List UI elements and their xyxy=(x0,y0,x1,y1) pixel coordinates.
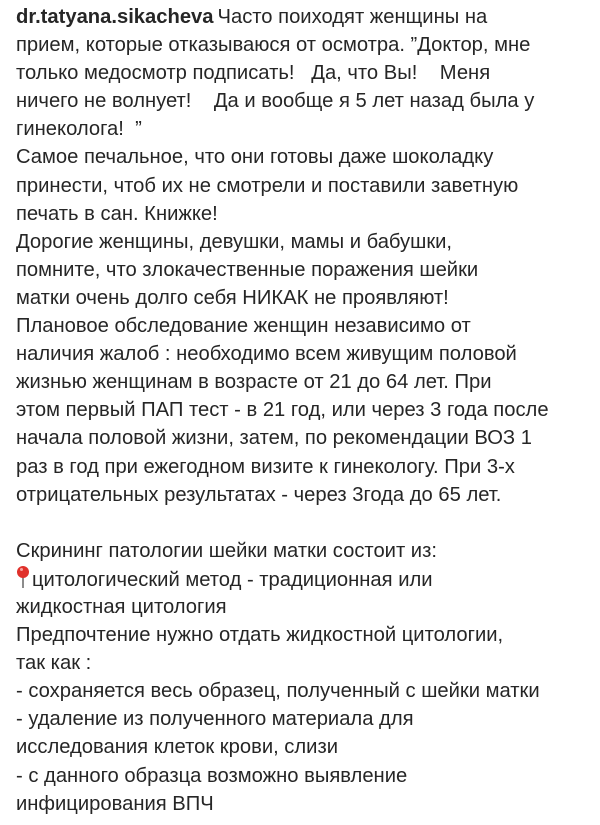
caption-line-28: - с данного образца возможно выявление xyxy=(16,764,408,787)
round-pushpin-icon xyxy=(16,565,30,589)
caption-line-9: Дорогие женщины, девушки, мамы и бабушки, xyxy=(16,230,453,253)
caption-line-12: Плановое обследование женщин независимо от xyxy=(16,315,471,338)
caption-line-21 xyxy=(16,565,596,593)
caption-line-17: раз в год при ежегодном визите к гинекологу. При 3-х xyxy=(16,455,515,478)
caption-line-13: наличия жалоб : необходимо всем живущим половой xyxy=(16,343,517,366)
caption-text: цитологический метод - традиционная или xyxy=(32,568,433,591)
caption-line-26: - удаление из полученного материала для xyxy=(16,708,414,731)
caption-line-15: этом первый ПАП тест - в 21 год, или через 3 года после xyxy=(16,399,549,422)
caption-line-4: ничего не волнует! Да и вообще я 5 лет назад была у xyxy=(16,90,535,113)
caption-line-29: инфицирования ВПЧ xyxy=(16,792,214,815)
caption-line-14: жизнью женщинам в возрасте от 21 до 64 лет. При xyxy=(16,371,492,394)
caption-line-2: прием, которые отказываюся от осмотра. ”Доктор, мне xyxy=(16,34,531,57)
caption-line-3: только медосмотр подписать! Да, что Вы! Меня xyxy=(16,62,491,85)
caption-line-11: матки очень долго себя НИКАК не проявляют! xyxy=(16,286,449,309)
caption-line-20: Скрининг патологии шейки матки состоит из: xyxy=(16,539,437,562)
caption-line-7: принести, чтоб их не смотрели и поставили заветную xyxy=(16,174,519,197)
caption-line-1 xyxy=(16,3,596,31)
caption-text: Часто поиходят женщины на xyxy=(217,6,488,28)
author-username-link[interactable]: dr.tatyana.sikacheva xyxy=(16,6,214,28)
caption-blank-line xyxy=(16,509,596,537)
caption-line-22: жидкостная цитология xyxy=(16,595,227,618)
caption-line-18: отрицательных результатах - через 3года до 65 лет. xyxy=(16,483,502,506)
caption-line-5: гинеколога! ” xyxy=(16,118,142,141)
caption-line-27: исследования клеток крови, слизи xyxy=(16,736,338,759)
caption-line-24: так как : xyxy=(16,652,92,675)
caption-line-16: начала половой жизни, затем, по рекомендации ВОЗ 1 xyxy=(16,427,532,450)
post-caption xyxy=(16,3,596,818)
caption-line-8: печать в сан. Книжке! xyxy=(16,202,218,225)
caption-line-6: Самое печальное, что они готовы даже шоколадку xyxy=(16,146,494,169)
caption-line-23: Предпочтение нужно отдать жидкостной цитологии, xyxy=(16,624,504,647)
caption-line-10: помните, что злокачественные поражения шейки xyxy=(16,258,479,281)
caption-line-25: - сохраняется весь образец, полученный с шейки матки xyxy=(16,680,540,703)
